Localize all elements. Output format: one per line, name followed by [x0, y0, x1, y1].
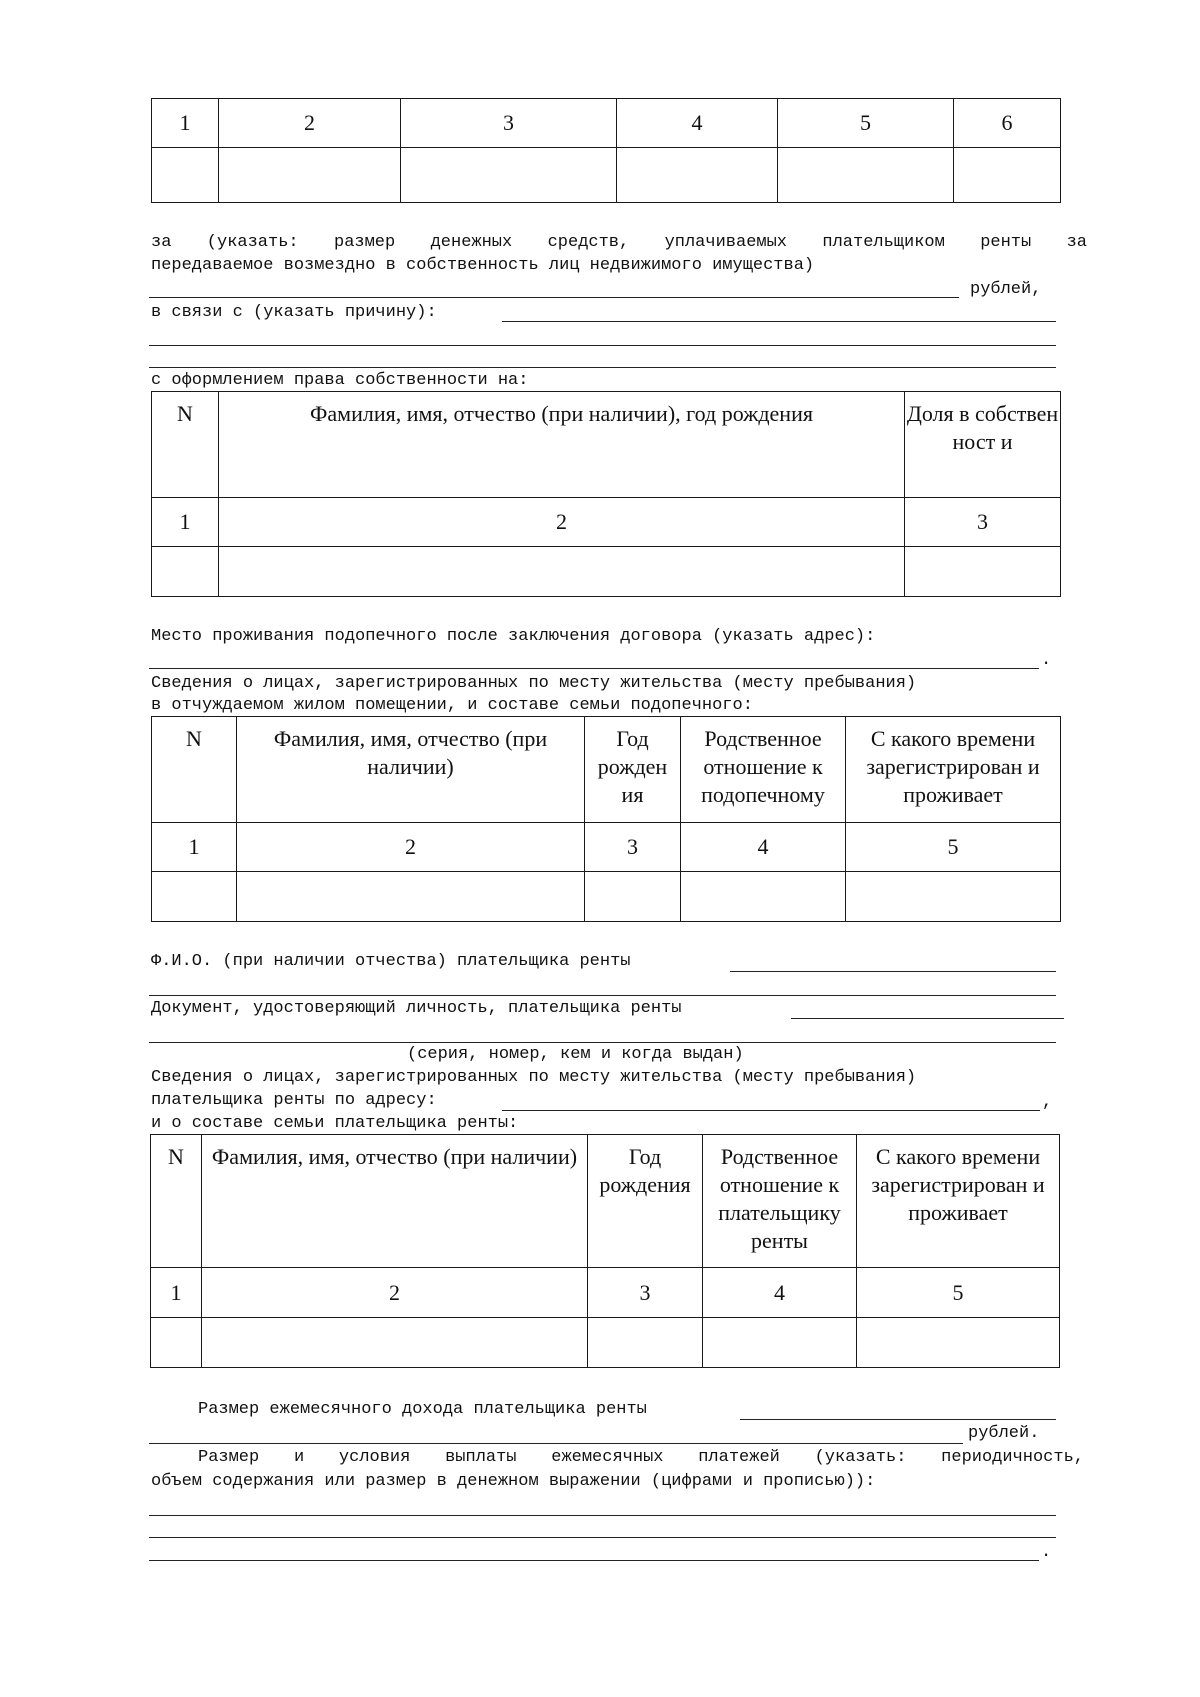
- payer-reg-intro-1: Сведения о лицах, зарегистрированных по месту жительства (месту пребывания): [151, 1068, 917, 1087]
- blank-cell[interactable]: [588, 1318, 703, 1368]
- top-table-col-3: 3: [401, 99, 617, 148]
- residence-label: Место проживания подопечного после заключения договора (указать адрес):: [151, 627, 876, 646]
- payer-num-5: 5: [857, 1268, 1060, 1318]
- payer-address-blank[interactable]: [502, 1110, 1040, 1111]
- payer-num-1: 1: [151, 1268, 202, 1318]
- ownership-num-3: 3: [905, 498, 1061, 547]
- top-table-blank-row: [152, 148, 1061, 203]
- blank-cell[interactable]: [617, 148, 778, 203]
- top-table-col-2: 2: [219, 99, 401, 148]
- blank-cell[interactable]: [703, 1318, 857, 1368]
- blank-cell[interactable]: [681, 872, 846, 922]
- payments-end: .: [1041, 1543, 1052, 1562]
- payer-reg-intro-3: и о составе семьи плательщика ренты:: [151, 1114, 519, 1133]
- ownership-num-1: 1: [152, 498, 219, 547]
- payments-blank-3[interactable]: [149, 1560, 1039, 1561]
- ownership-table: [151, 391, 1061, 597]
- payments-cond-1: Размер и условия выплаты ежемесячных платежей (указать: периодичность,: [198, 1448, 1084, 1467]
- payments-blank-2[interactable]: [149, 1537, 1056, 1538]
- ward-header-n: N: [152, 717, 237, 823]
- payer-num-3: 3: [588, 1268, 703, 1318]
- ward-blank-row: [152, 872, 1061, 922]
- income-blank-1[interactable]: [740, 1419, 1056, 1420]
- payer-blank-row: [151, 1318, 1060, 1368]
- blank-cell[interactable]: [585, 872, 681, 922]
- blank-cell[interactable]: [202, 1318, 588, 1368]
- blank-cell[interactable]: [905, 547, 1061, 597]
- blank-cell[interactable]: [237, 872, 585, 922]
- top-table-col-1: 1: [152, 99, 219, 148]
- top-table-col-6: 6: [954, 99, 1061, 148]
- top-table-col-5: 5: [778, 99, 954, 148]
- ward-num-4: 4: [681, 823, 846, 872]
- payment-text-line2: передаваемое возмездно в собственность лиц недвижимого имущества): [151, 256, 815, 275]
- payments-cond-2: объем содержания или размер в денежном выражении (цифрами и прописью)):: [151, 1472, 876, 1491]
- ownership-header-name: Фамилия, имя, отчество (при наличии), год рождения: [219, 392, 905, 498]
- rub-label: рублей,: [970, 280, 1042, 299]
- residence-end: .: [1041, 651, 1052, 670]
- ward-family-table: [151, 716, 1061, 922]
- payer-fio-blank-1[interactable]: [730, 971, 1056, 972]
- blank-cell[interactable]: [857, 1318, 1060, 1368]
- ownership-blank-row: [152, 547, 1061, 597]
- ward-family-intro-2: в отчуждаемом жилом помещении, и составе семьи подопечного:: [151, 696, 753, 715]
- payer-reg-intro-2-end: ,: [1042, 1093, 1053, 1112]
- payer-num-2: 2: [202, 1268, 588, 1318]
- blank-cell[interactable]: [152, 148, 219, 203]
- payer-header-year: Год рождения: [588, 1135, 703, 1268]
- payer-header-n: N: [151, 1135, 202, 1268]
- payment-text-line1: за (указать: размер денежных средств, уплачиваемых плательщиком ренты за: [151, 233, 1087, 252]
- income-label: Размер ежемесячного дохода плательщика ренты: [198, 1400, 647, 1419]
- blank-cell[interactable]: [401, 148, 617, 203]
- payer-document-label: Документ, удостоверяющий личность, плательщика ренты: [151, 999, 682, 1018]
- payments-blank-1[interactable]: [149, 1515, 1056, 1516]
- ward-header-name: Фамилия, имя, отчество (при наличии): [237, 717, 585, 823]
- ward-num-2: 2: [237, 823, 585, 872]
- blank-cell[interactable]: [219, 148, 401, 203]
- payer-header-name: Фамилия, имя, отчество (при наличии): [202, 1135, 588, 1268]
- ownership-num-2: 2: [219, 498, 905, 547]
- income-rub: рублей.: [968, 1424, 1040, 1443]
- payer-document-blank-1[interactable]: [791, 1018, 1064, 1019]
- payer-family-table: [150, 1134, 1060, 1368]
- payer-num-4: 4: [703, 1268, 857, 1318]
- ownership-header-share: Доля в собственност и: [905, 392, 1061, 498]
- blank-cell[interactable]: [152, 872, 237, 922]
- payer-document-hint: (серия, номер, кем и когда выдан): [407, 1045, 744, 1064]
- blank-cell[interactable]: [151, 1318, 202, 1368]
- ownership-header-n: N: [152, 392, 219, 498]
- reason-blank-2[interactable]: [149, 345, 1056, 346]
- reason-blank-3[interactable]: [149, 367, 1056, 368]
- blank-cell[interactable]: [954, 148, 1061, 203]
- payer-header-relation: Родственное отношение к плательщику ренты: [703, 1135, 857, 1268]
- ownership-intro: с оформлением права собственности на:: [151, 371, 529, 390]
- blank-cell[interactable]: [219, 547, 905, 597]
- blank-cell[interactable]: [846, 872, 1061, 922]
- ward-num-5: 5: [846, 823, 1061, 872]
- ward-header-year: Год рожден ия: [585, 717, 681, 823]
- top-table-col-4: 4: [617, 99, 778, 148]
- residence-blank[interactable]: [149, 668, 1039, 669]
- payer-fio-label: Ф.И.О. (при наличии отчества) плательщика ренты: [151, 952, 631, 971]
- ward-num-3: 3: [585, 823, 681, 872]
- payer-header-since: С какого времени зарегистрирован и проживает: [857, 1135, 1060, 1268]
- top-table: [151, 98, 1061, 203]
- blank-cell[interactable]: [778, 148, 954, 203]
- reason-label: в связи с (указать причину):: [151, 303, 437, 322]
- blank-cell[interactable]: [152, 547, 219, 597]
- payer-fio-blank-2[interactable]: [149, 995, 1056, 996]
- ward-header-relation: Родственное отношение к подопечному: [681, 717, 846, 823]
- ward-header-since: С какого времени зарегистрирован и проживает: [846, 717, 1061, 823]
- ward-family-intro-1: Сведения о лицах, зарегистрированных по месту жительства (месту пребывания): [151, 674, 917, 693]
- payer-reg-intro-2: плательщика ренты по адресу:: [151, 1091, 437, 1110]
- amount-blank[interactable]: [149, 297, 959, 298]
- ward-num-1: 1: [152, 823, 237, 872]
- reason-blank-1[interactable]: [502, 321, 1056, 322]
- income-blank-2[interactable]: [149, 1443, 963, 1444]
